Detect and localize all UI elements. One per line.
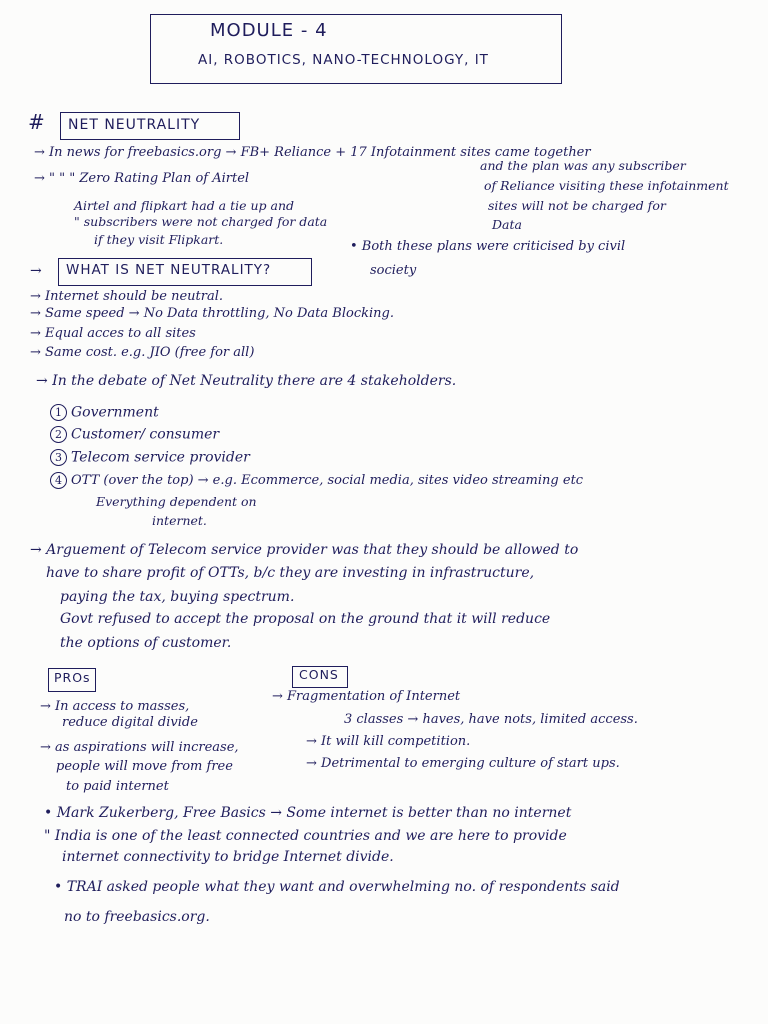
stakeholder-label: Government [71, 404, 159, 421]
what-is-point-2: → Same speed → No Data throttling, No Data Blocking. [30, 306, 394, 321]
bullet-line-4: • TRAI asked people what they want and overwhelming no. of respondents said [54, 879, 620, 895]
net-neutrality-heading: NET NEUTRALITY [68, 117, 201, 133]
cons-heading: CONS [299, 667, 339, 682]
airtel-note-3: if they visit Flipkart. [94, 232, 224, 247]
number-badge: 4 [50, 472, 67, 489]
bullet-line-1: • Mark Zukerberg, Free Basics → Some internet is better than no internet [44, 805, 572, 821]
what-is-point-1: → Internet should be neutral. [30, 289, 224, 304]
bullet-line-5: no to freebasics.org. [64, 909, 210, 925]
bullet-line-3: internet connectivity to bridge Internet divide. [62, 849, 394, 865]
stakeholder-3 [50, 449, 250, 466]
pros-item-5: to paid internet [66, 779, 169, 794]
number-badge: 1 [50, 404, 67, 421]
cons-item-4: → Detrimental to emerging culture of start ups. [306, 756, 620, 771]
stakeholder-4 [50, 472, 583, 489]
argument-line-1: → Arguement of Telecom service provider was that they should be allowed to [30, 542, 579, 558]
module-subtitle: AI, ROBOTICS, NANO-TECHNOLOGY, IT [198, 52, 489, 68]
right-note-3: sites will not be charged for [488, 198, 666, 213]
news-line-1: → In news for freebasics.org → FB+ Reliance + 17 Infotainment sites came together [34, 145, 591, 160]
stakeholder-label: Customer/ consumer [71, 426, 220, 443]
stakeholder-1 [50, 404, 159, 421]
what-is-heading: WHAT IS NET NEUTRALITY? [66, 262, 272, 278]
number-badge: 2 [50, 426, 67, 443]
hash-mark: # [28, 110, 46, 134]
stakeholder-2 [50, 426, 219, 443]
cons-item-2: 3 classes → haves, have nots, limited access. [344, 712, 638, 727]
right-note-1: and the plan was any subscriber [480, 158, 686, 173]
number-badge: 3 [50, 449, 67, 466]
cons-item-3: → It will kill competition. [306, 734, 471, 749]
what-is-arrow: → [30, 263, 42, 279]
what-is-point-3: → Equal acces to all sites [30, 326, 196, 341]
pros-item-2: reduce digital divide [62, 715, 198, 730]
argument-line-3: paying the tax, buying spectrum. [60, 589, 295, 605]
pros-item-4: people will move from free [56, 759, 233, 774]
stakeholder-label: OTT (over the top) → e.g. Ecommerce, social media, sites video streaming etc [71, 473, 584, 488]
argument-line-2: have to share profit of OTTs, b/c they are investing in infrastructure, [46, 565, 535, 581]
module-title: MODULE - 4 [210, 20, 328, 41]
ott-note-2: internet. [152, 513, 207, 528]
right-note-2: of Reliance visiting these infotainment [484, 178, 729, 193]
airtel-note-1: Airtel and flipkart had a tie up and [74, 198, 295, 213]
news-line-2: → " " " Zero Rating Plan of Airtel [34, 171, 250, 186]
cons-item-1: → Fragmentation of Internet [272, 689, 461, 704]
bullet-line-2: " India is one of the least connected countries and we are here to provide [44, 828, 567, 844]
criticised-note-1: • Both these plans were criticised by civil [350, 239, 626, 254]
argument-line-4: Govt refused to accept the proposal on the ground that it will reduce [60, 611, 551, 627]
right-note-4: Data [492, 217, 522, 232]
stakeholder-label: Telecom service provider [71, 449, 250, 466]
criticised-note-2: society [370, 263, 417, 278]
pros-heading: PROs [54, 670, 91, 685]
pros-item-1: → In access to masses, [40, 699, 190, 714]
what-is-point-4: → Same cost. e.g. JIO (free for all) [30, 345, 255, 360]
argument-line-5: the options of customer. [60, 635, 232, 651]
debate-line: → In the debate of Net Neutrality there are 4 stakeholders. [36, 373, 457, 389]
pros-item-3: → as aspirations will increase, [40, 740, 239, 755]
airtel-note-2: " subscribers were not charged for data [74, 214, 328, 229]
ott-note-1: Everything dependent on [96, 494, 257, 509]
